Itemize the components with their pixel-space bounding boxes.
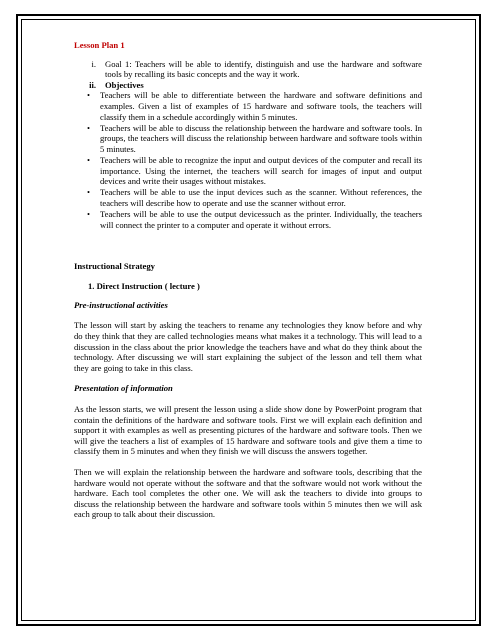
goal-item xyxy=(74,59,422,80)
goal-text: Goal 1: Teachers will be able to identify, distinguish and use the hardware and software tools by recalling its basic concepts and the way it work. xyxy=(105,58,422,80)
objectives-list xyxy=(74,90,422,230)
objective-item: • Teachers will be able to differentiate between the hardware and software definitions and examples. Given a list of examples of 15 hardware and software tools, the teachers will classify them in a schedule accordingly within 5 minutes. xyxy=(100,90,422,122)
lesson-title: Lesson Plan 1 xyxy=(74,40,125,50)
objective-item: • Teachers will be able to use the input devices such as the scanner. Without references, the teachers will describe how to operate and use the scanner without error. xyxy=(100,187,422,208)
pre-instructional-text: The lesson will start by asking the teachers to rename any technologies they know before and why do they think that they are called technologies means what makes it a technology. This will lead to a discussion in the class about the prior knowledge the teachers have and what do they think about the technology. After discussing we will start explaining the subject of the lesson and tell them what they are going to take in this class. xyxy=(74,320,422,373)
objective-item: • Teachers will be able to discuss the relationship between the hardware and software tools. In groups, the teachers will discuss the relationship between hardware and software tools within 5 minutes. xyxy=(100,123,422,155)
document-body xyxy=(74,40,422,530)
objective-item: • Teachers will be able to use the output devicessuch as the printer. Individually, the teachers will connect the printer to a computer and operate it without errors. xyxy=(100,209,422,230)
objectives-heading: Objectives xyxy=(105,79,144,90)
presentation-heading: Presentation of information xyxy=(74,383,173,394)
presentation-text-2: Then we will explain the relationship between the hardware and software tools, describing that the hardware would not operate without the software and that the software would not work without the hardware. Each tool completes the other one. We will ask the teachers to divide into groups to discuss the relationship between the hardware and software tools within 5 minutes then we will ask each group to talk about their discussion. xyxy=(74,466,422,520)
pre-instructional-heading: Pre-instructional activities xyxy=(74,299,168,310)
presentation-text-1: As the lesson starts, we will present the lesson using a slide show done by PowerPoint program that contain the definitions of the hardware and software tools. First we will explain each definition and support it with examples as well as presenting pictures of the hardware and software tools. Then we will give the teachers a list of examples of 15 hardware and software tools and give them a time to classify them in 5 minutes and when they finish we will discuss the answers together. xyxy=(74,403,422,457)
instruction-method: 1. Direct Instruction ( lecture ) xyxy=(88,281,200,292)
instructional-strategy-heading: Instructional Strategy xyxy=(74,260,155,271)
goal-number: i. xyxy=(91,58,96,69)
objectives-number: ii. xyxy=(89,79,96,90)
objective-item: • Teachers will be able to recognize the input and output devices of the computer and recall its importance. Using the internet, the teachers will search for images of input and output devices and write their usages without mistakes. xyxy=(100,155,422,187)
objectives-heading-row xyxy=(74,80,422,91)
